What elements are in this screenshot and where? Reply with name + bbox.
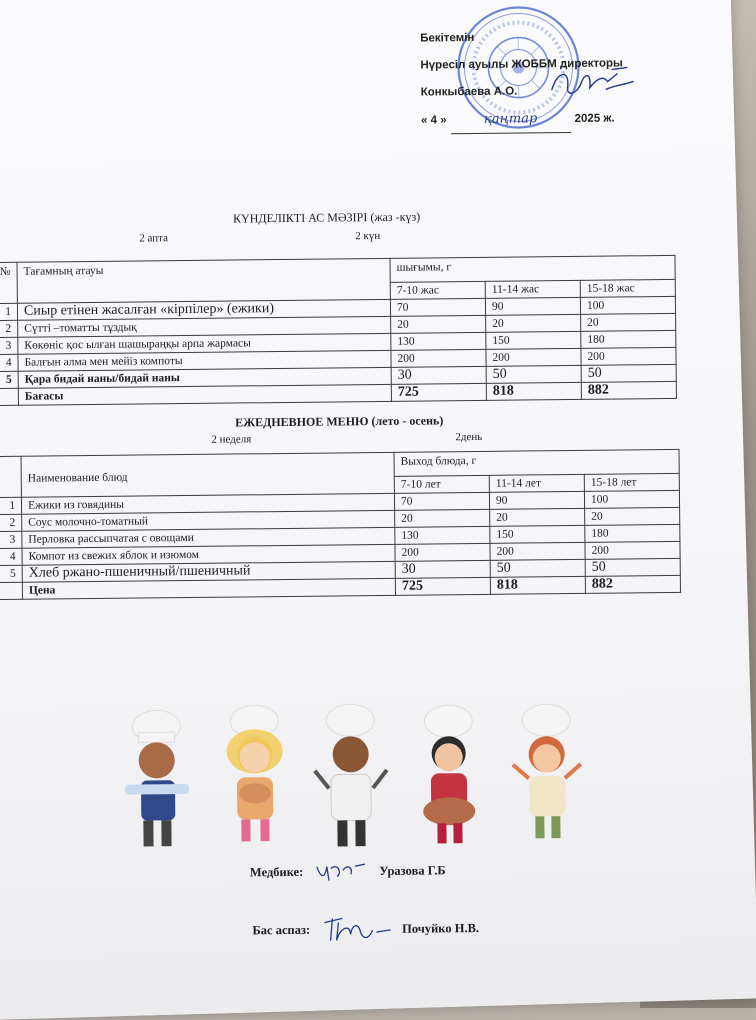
row-num: 1 [0, 303, 18, 320]
kid-chef-3 [314, 704, 387, 847]
date-day: « 4 » [421, 107, 447, 134]
kid-chef-1 [124, 710, 189, 847]
row-num: 2 [0, 320, 18, 337]
row-num: 5 [0, 565, 22, 582]
row-num: 4 [0, 548, 22, 565]
dish-name: Ежики из говядины [21, 493, 394, 514]
yield-cell: 180 [581, 330, 676, 348]
director-name: Конкыбаева А.О. [421, 77, 624, 106]
yield-cell: 50 [490, 559, 585, 577]
chef-name: Почуйко Н.В. [402, 920, 479, 936]
yield-cell: 20 [490, 508, 585, 526]
dish-name: Сүтті –томатты тұздық [18, 316, 391, 337]
yield-cell: 70 [394, 492, 489, 510]
date-month: қаңтар [450, 105, 570, 134]
price-cell: 725 [391, 383, 486, 401]
yield-cell: 20 [585, 507, 680, 525]
row-num: 5 [0, 371, 18, 388]
row-num: 1 [0, 497, 22, 514]
nurse-name: Уразова Г.Б [379, 863, 445, 879]
age-group-header: 7-10 лет [394, 475, 489, 493]
chef-signature-icon [320, 912, 392, 947]
yield-cell: 100 [584, 490, 679, 508]
menu-ru-week: 2 неделя [211, 433, 251, 445]
price-label: Бағасы [18, 384, 391, 405]
price-cell: 818 [486, 382, 581, 400]
yield-cell: 20 [391, 315, 486, 333]
price-label: Цена [22, 578, 395, 599]
nurse-signature-row [250, 857, 446, 885]
price-cell: 725 [395, 577, 490, 595]
date-year: 2025 ж. [574, 106, 614, 133]
dish-name: Сиыр етінен жасалған «кірпілер» (ежики) [17, 299, 390, 320]
row-num: 4 [0, 354, 18, 371]
age-group-header: 7-10 жас [390, 281, 485, 299]
menu-kz-day: 2 күн [355, 230, 380, 242]
menu-ru-week-day [139, 430, 539, 434]
yield-cell: 50 [486, 365, 581, 383]
row-num: 3 [0, 531, 22, 548]
menu-ru-title: ЕЖЕДНЕВНОЕ МЕНЮ (лето - осень) [235, 413, 443, 430]
age-group-header: 15-18 лет [584, 473, 679, 491]
dish-name: Компот из свежих яблок и изюмом [22, 544, 395, 565]
yield-cell: 70 [390, 298, 485, 316]
row-num: 2 [0, 514, 22, 531]
nurse-label: Медбике: [250, 864, 304, 880]
director-signature-icon [547, 63, 637, 104]
yield-cell: 20 [486, 314, 581, 332]
menu-kz-week-day [137, 229, 437, 232]
row-num: 3 [0, 337, 18, 354]
age-group-header: 11-14 жас [485, 280, 580, 298]
col-yield-header: Выход блюда, г [394, 449, 679, 476]
menu-ru-day: 2день [455, 431, 482, 443]
chef-signature-row [252, 911, 479, 947]
chef-kids-illustration [114, 698, 606, 863]
yield-cell: 130 [391, 332, 486, 350]
dish-name: Хлеб ржано-пшеничный/пшеничный [22, 561, 395, 582]
yield-cell: 200 [585, 541, 680, 559]
age-group-header: 11-14 лет [489, 474, 584, 492]
yield-cell: 200 [581, 347, 676, 365]
yield-cell: 90 [485, 297, 580, 315]
yield-cell: 150 [486, 331, 581, 349]
yield-cell: 200 [490, 542, 585, 560]
school-director-line: Нүресіл ауылы ЖОББМ директоры [420, 50, 623, 79]
price-cell: 882 [585, 575, 680, 593]
dish-name: Перловка рассыпчатая с овощами [22, 527, 395, 548]
yield-cell: 100 [580, 296, 675, 314]
yield-cell: 150 [490, 525, 585, 543]
kid-chef-4 [422, 705, 475, 844]
kid-chef-5 [512, 704, 581, 839]
col-yield-header: шығымы, г [390, 255, 675, 282]
dish-name: Қара бидай наны/бидай наны [18, 367, 391, 388]
age-group-header: 15-18 жас [580, 279, 675, 297]
price-cell: 818 [490, 576, 585, 594]
col-name-header: Наименование блюд [21, 452, 394, 497]
yield-cell: 20 [395, 509, 490, 527]
menu-ru-table [0, 449, 681, 600]
menu-kz-week: 2 апта [139, 232, 168, 244]
yield-cell: 200 [486, 348, 581, 366]
yield-cell: 50 [581, 364, 676, 382]
kid-chef-2 [226, 705, 283, 842]
yield-cell: 30 [395, 560, 490, 578]
col-num-header: № [0, 262, 17, 303]
approve-word: Бекітемін [420, 23, 623, 52]
chef-label: Бас аспаз: [252, 922, 310, 938]
yield-cell: 200 [391, 349, 486, 367]
yield-cell: 50 [585, 558, 680, 576]
dish-name: Соус молочно-томатный [22, 510, 395, 531]
yield-cell: 130 [395, 526, 490, 544]
yield-cell: 30 [391, 366, 486, 384]
yield-cell: 200 [395, 543, 490, 561]
dish-name: Көкөніс қос ылған шашыраңқы арпа жармасы [18, 333, 391, 354]
menu-kz-table [0, 255, 677, 406]
col-name-header: Тағамның атауы [17, 258, 390, 303]
yield-cell: 90 [489, 491, 584, 509]
price-cell: 882 [581, 381, 676, 399]
yield-cell: 20 [581, 313, 676, 331]
nurse-signature-icon [313, 858, 369, 885]
approval-date [421, 104, 624, 134]
menu-kz-title: КҮНДЕЛІКТІ АС МӘЗІРІ (жаз -күз) [233, 210, 420, 227]
dish-name: Балғын алма мен мейіз компоты [18, 350, 391, 371]
yield-cell: 180 [585, 524, 680, 542]
